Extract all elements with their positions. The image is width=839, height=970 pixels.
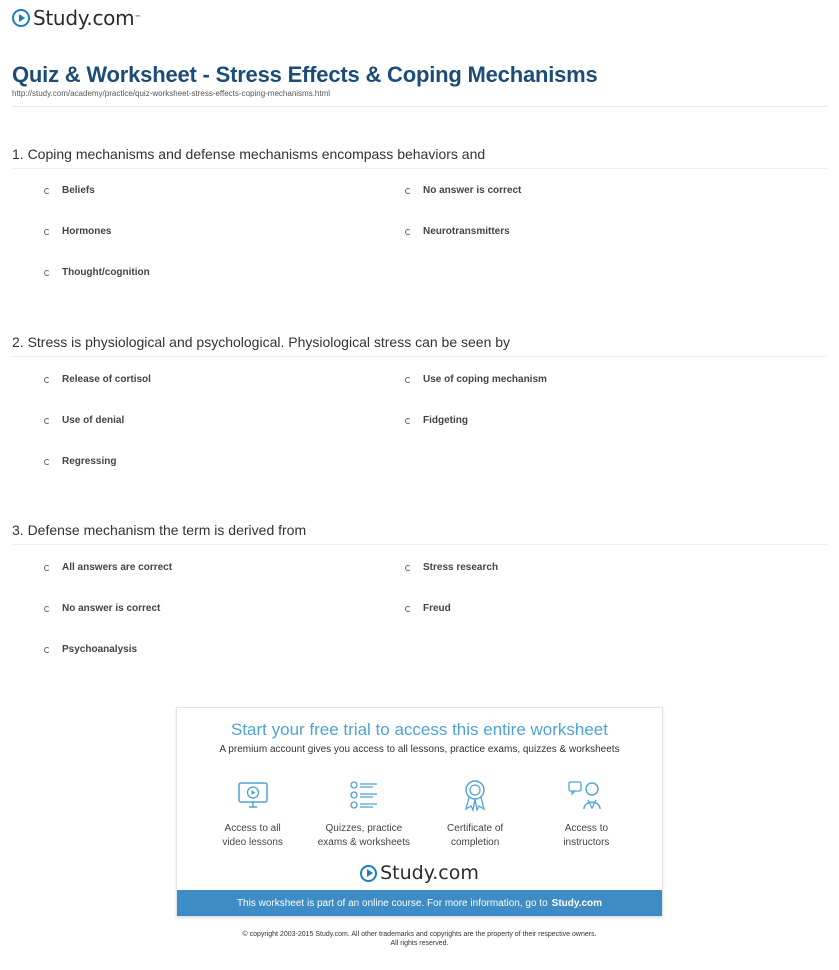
instructor-icon — [566, 778, 606, 812]
feature-quizzes — [309, 778, 419, 850]
copyright-line: © copyright 2003-2015 Study.com. All other trademarks and copyrights are the property of their respective owners. — [242, 931, 597, 938]
question-2 — [12, 334, 827, 357]
radio-button[interactable] — [44, 565, 50, 571]
video-icon — [236, 778, 270, 812]
feature-line: Quizzes, practice — [325, 823, 403, 834]
option[interactable]: Beliefs — [44, 185, 95, 196]
promo-bar-text: This worksheet is part of an online course. For more information, go to — [236, 897, 548, 909]
certificate-icon — [458, 778, 492, 812]
feature-line: video lessons — [222, 837, 283, 848]
feature-line: Access to — [564, 823, 609, 834]
question-1 — [12, 146, 827, 169]
option[interactable]: Fidgeting — [405, 415, 468, 426]
option[interactable]: Use of denial — [44, 415, 124, 426]
page-url: http://study.com/academy/practice/quiz-worksheet-stress-effects-coping-mechanisms.html — [12, 89, 331, 98]
radio-button[interactable] — [44, 459, 50, 465]
promo-headline: Start your free trial to access this entire worksheet — [231, 720, 608, 739]
study-logo[interactable]: Study.com ™ — [12, 6, 141, 30]
option[interactable]: Freud — [405, 603, 451, 614]
promo-logo-text: Study.com — [380, 862, 479, 884]
radio-button[interactable] — [405, 418, 411, 424]
feature-line: completion — [450, 837, 500, 848]
option[interactable]: Stress research — [405, 562, 498, 573]
feature-line: Certificate of — [447, 823, 504, 834]
copyright-footer — [0, 930, 839, 948]
option[interactable]: Thought/cognition — [44, 267, 150, 278]
option[interactable]: Hormones — [44, 226, 111, 237]
radio-button[interactable] — [44, 270, 50, 276]
question-3 — [12, 522, 827, 545]
question-text: 2. Stress is physiological and psychological. Physiological stress can be seen by — [12, 334, 827, 357]
option[interactable]: Psychoanalysis — [44, 644, 137, 655]
radio-button[interactable] — [44, 229, 50, 235]
promo-subline: A premium account gives you access to all lessons, practice exams, quizzes & worksheets — [219, 744, 620, 755]
feature-certificate — [420, 778, 530, 850]
rights-line: All rights reserved. — [390, 940, 449, 947]
play-logo-icon — [360, 865, 377, 882]
quiz-list-icon — [347, 778, 381, 812]
option[interactable]: Neurotransmitters — [405, 226, 510, 237]
option[interactable]: No answer is correct — [44, 603, 160, 614]
option[interactable]: Regressing — [44, 456, 116, 467]
radio-button[interactable] — [44, 188, 50, 194]
promo-logo[interactable] — [177, 862, 662, 884]
question-text: 1. Coping mechanisms and defense mechanisms encompass behaviors and — [12, 146, 827, 169]
question-text: 3. Defense mechanism the term is derived from — [12, 522, 827, 545]
logo-text: Study.com — [33, 6, 135, 30]
radio-button[interactable] — [405, 229, 411, 235]
page-title: Quiz & Worksheet - Stress Effects & Coping Mechanisms — [12, 62, 598, 87]
feature-list — [177, 778, 662, 850]
option[interactable]: Release of cortisol — [44, 374, 151, 385]
option[interactable]: No answer is correct — [405, 185, 521, 196]
radio-button[interactable] — [44, 377, 50, 383]
radio-button[interactable] — [405, 606, 411, 612]
promo-info-bar — [177, 890, 662, 916]
radio-button[interactable] — [44, 418, 50, 424]
header-divider — [12, 106, 827, 107]
feature-instructors — [531, 778, 641, 850]
radio-button[interactable] — [405, 188, 411, 194]
feature-line: exams & worksheets — [317, 837, 410, 848]
radio-button[interactable] — [44, 647, 50, 653]
play-logo-icon — [12, 9, 30, 27]
studycom-link[interactable]: Study.com — [551, 897, 603, 909]
feature-line: instructors — [563, 837, 610, 848]
option[interactable]: Use of coping mechanism — [405, 374, 547, 385]
radio-button[interactable] — [44, 606, 50, 612]
free-trial-promo — [176, 707, 663, 917]
radio-button[interactable] — [405, 565, 411, 571]
feature-video — [198, 778, 308, 850]
option[interactable]: All answers are correct — [44, 562, 172, 573]
radio-button[interactable] — [405, 377, 411, 383]
feature-line: Access to all — [224, 823, 281, 834]
